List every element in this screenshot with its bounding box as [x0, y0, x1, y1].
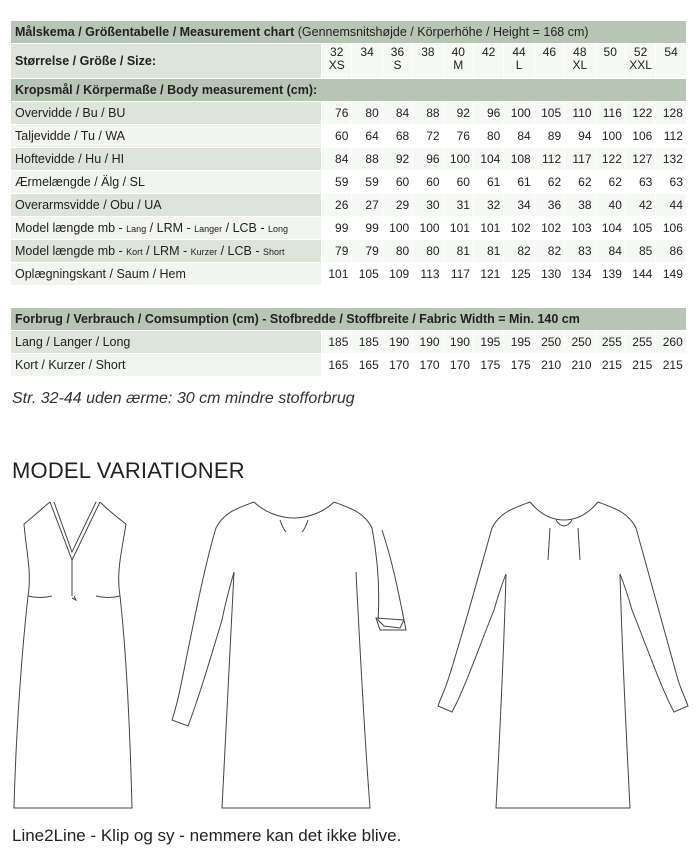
measurement-value-cell: 104	[595, 217, 625, 240]
size-label: Størrelse / Größe / Size:	[11, 44, 322, 79]
measurement-value-cell: 79	[352, 240, 382, 263]
body-measurement-section-row	[11, 79, 687, 102]
consumption-title-row	[11, 308, 687, 331]
measurement-value-cell: 62	[595, 171, 625, 194]
measurement-value-cell: 106	[656, 217, 687, 240]
measurement-value-cell: 76	[443, 125, 473, 148]
measurement-value-cell: 38	[565, 194, 595, 217]
measurement-value-cell: 26	[322, 194, 352, 217]
measurement-value-cell: 100	[595, 125, 625, 148]
consumption-value-cell: 175	[473, 354, 503, 377]
measurement-value-cell: 32	[473, 194, 503, 217]
size-column-header	[382, 44, 412, 79]
measurement-value-cell: 84	[595, 240, 625, 263]
consumption-value-cell: 250	[565, 331, 595, 354]
consumption-value-cell: 255	[625, 331, 655, 354]
measurement-value-cell: 61	[504, 171, 534, 194]
size-column-header	[322, 44, 352, 79]
measurement-value-cell: 29	[382, 194, 412, 217]
consumption-value-cell: 255	[595, 331, 625, 354]
measurement-value-cell: 84	[382, 102, 412, 125]
size-column-header	[413, 44, 443, 79]
size-number: 50	[603, 45, 617, 59]
consumption-row-label: Lang / Langer / Long	[11, 331, 322, 354]
measurement-value-cell: 85	[625, 240, 655, 263]
measurement-value-cell: 100	[382, 217, 412, 240]
footer-slogan: Line2Line - Klip og sy - nemmere kan det ikke blive.	[12, 826, 402, 845]
consumption-value-cell: 210	[534, 354, 564, 377]
measurement-value-cell: 27	[352, 194, 382, 217]
measurement-value-cell: 116	[595, 102, 625, 125]
measurement-value-cell: 127	[625, 148, 655, 171]
measurement-value-cell: 80	[413, 240, 443, 263]
measurement-row-label: Model længde mb - Lang / LRM - Langer / LCB - Long	[11, 217, 322, 240]
measurement-value-cell: 76	[322, 102, 352, 125]
measurement-title-note: (Gennemsnitshøjde / Körperhöhe / Height = 168 cm)	[294, 25, 589, 39]
measurement-value-cell: 68	[382, 125, 412, 148]
measurement-value-cell: 106	[625, 125, 655, 148]
measurement-value-cell: 82	[534, 240, 564, 263]
consumption-value-cell: 170	[413, 354, 443, 377]
measurement-value-cell: 59	[352, 171, 382, 194]
measurement-value-cell: 63	[625, 171, 655, 194]
measurement-value-cell: 117	[443, 263, 473, 286]
measurement-value-cell: 62	[534, 171, 564, 194]
consumption-value-cell: 195	[504, 331, 534, 354]
measurement-value-cell: 64	[352, 125, 382, 148]
measurement-value-cell: 31	[443, 194, 473, 217]
measurement-value-cell: 81	[443, 240, 473, 263]
measurement-value-cell: 122	[625, 102, 655, 125]
measurement-title-row	[11, 21, 687, 44]
measurement-value-cell: 81	[473, 240, 503, 263]
measurement-value-cell: 130	[534, 263, 564, 286]
measurement-value-cell: 113	[413, 263, 443, 286]
size-number: 36	[390, 45, 405, 59]
measurement-value-cell: 105	[534, 102, 564, 125]
consumption-value-cell: 260	[656, 331, 686, 354]
measurement-value-cell: 88	[352, 148, 382, 171]
measurement-value-cell: 99	[322, 217, 352, 240]
measurement-value-cell: 86	[656, 240, 687, 263]
size-number: 32	[330, 45, 344, 59]
measurement-row	[11, 194, 687, 217]
measurement-value-cell: 60	[382, 171, 412, 194]
measurement-row-label: Taljevidde / Tu / WA	[11, 125, 322, 148]
measurement-table	[10, 20, 686, 286]
measurement-value-cell: 92	[382, 148, 412, 171]
measurement-value-cell: 96	[413, 148, 443, 171]
consumption-value-cell: 250	[534, 331, 564, 354]
consumption-row	[11, 331, 687, 354]
measurement-value-cell: 42	[625, 194, 655, 217]
measurement-value-cell: 102	[534, 217, 564, 240]
measurement-value-cell: 122	[595, 148, 625, 171]
size-column-header	[473, 44, 503, 79]
size-column-header	[656, 44, 687, 79]
consumption-value-cell: 215	[595, 354, 625, 377]
measurement-value-cell: 96	[473, 102, 503, 125]
size-code: XS	[328, 58, 345, 72]
measurement-value-cell: 80	[382, 240, 412, 263]
measurement-value-cell: 105	[352, 263, 382, 286]
consumption-value-cell: 185	[352, 331, 382, 354]
size-number: 34	[360, 45, 374, 59]
size-number: 46	[542, 45, 557, 59]
measurement-value-cell: 105	[625, 217, 655, 240]
consumption-value-cell: 190	[413, 331, 443, 354]
measurement-row	[11, 125, 687, 148]
consumption-value-cell: 165	[322, 354, 352, 377]
consumption-value-cell: 215	[625, 354, 655, 377]
measurement-value-cell: 88	[413, 102, 443, 125]
consumption-value-cell: 170	[382, 354, 412, 377]
measurement-value-cell: 72	[413, 125, 443, 148]
consumption-row-label: Kort / Kurzer / Short	[11, 354, 322, 377]
size-number: 40	[451, 45, 465, 59]
size-code: L	[515, 58, 523, 72]
measurement-value-cell: 117	[565, 148, 595, 171]
measurement-value-cell: 40	[595, 194, 625, 217]
consumption-value-cell: 170	[443, 354, 473, 377]
measurement-value-cell: 112	[656, 125, 687, 148]
size-number: 42	[481, 45, 496, 59]
measurement-value-cell: 99	[352, 217, 382, 240]
size-code: XL	[572, 58, 588, 72]
measurement-value-cell: 84	[322, 148, 352, 171]
consumption-value-cell: 215	[656, 354, 686, 377]
measurement-row-label: Overarmsvidde / Obu / UA	[11, 194, 322, 217]
measurement-value-cell: 82	[504, 240, 534, 263]
measurement-row	[11, 240, 687, 263]
size-code: M	[453, 58, 464, 72]
consumption-value-cell: 165	[352, 354, 382, 377]
consumption-row	[11, 354, 687, 377]
consumption-value-cell: 210	[565, 354, 595, 377]
size-column-header	[534, 44, 564, 79]
measurement-row	[11, 217, 687, 240]
measurement-value-cell: 100	[504, 102, 534, 125]
long-sleeve-dress-back-sketch	[434, 500, 692, 815]
measurement-value-cell: 60	[443, 171, 473, 194]
size-column-header	[595, 44, 625, 79]
measurement-value-cell: 36	[534, 194, 564, 217]
measurement-row	[11, 171, 687, 194]
measurement-value-cell: 89	[534, 125, 564, 148]
measurement-value-cell: 30	[413, 194, 443, 217]
measurement-value-cell: 92	[443, 102, 473, 125]
consumption-title: Forbrug / Verbrauch / Comsumption (cm) - Stofbredde / Stoffbreite / Fabric Width = Min. 140 cm	[11, 308, 687, 331]
measurement-value-cell: 132	[656, 148, 687, 171]
measurement-value-cell: 108	[504, 148, 534, 171]
size-code: S	[393, 58, 402, 72]
measurement-row-label: Hoftevidde / Hu / HI	[11, 148, 322, 171]
measurement-value-cell: 121	[473, 263, 503, 286]
sleeveless-dress-sketch	[10, 500, 150, 815]
size-column-header	[504, 44, 534, 79]
fabric-note: Str. 32-44 uden ærme: 30 cm mindre stofforbrug	[12, 390, 355, 407]
consumption-value-cell: 175	[504, 354, 534, 377]
measurement-value-cell: 60	[413, 171, 443, 194]
size-number: 48	[573, 45, 587, 59]
consumption-value-cell: 195	[473, 331, 503, 354]
size-number: 38	[421, 45, 435, 59]
size-number: 52	[633, 45, 648, 59]
measurement-value-cell: 83	[565, 240, 595, 263]
measurement-value-cell: 102	[504, 217, 534, 240]
measurement-value-cell: 34	[504, 194, 534, 217]
measurement-value-cell: 62	[565, 171, 595, 194]
measurement-value-cell: 109	[382, 263, 412, 286]
measurement-value-cell: 101	[443, 217, 473, 240]
measurement-value-cell: 79	[322, 240, 352, 263]
body-measurement-label: Kropsmål / Körpermaße / Body measurement (cm):	[11, 79, 687, 102]
measurement-value-cell: 128	[656, 102, 687, 125]
measurement-value-cell: 59	[322, 171, 352, 194]
measurement-value-cell: 44	[656, 194, 687, 217]
measurement-value-cell: 149	[656, 263, 687, 286]
size-number: 44	[512, 45, 526, 59]
measurement-value-cell: 100	[443, 148, 473, 171]
size-number: 54	[664, 45, 678, 59]
measurement-value-cell: 101	[473, 217, 503, 240]
measurement-row	[11, 263, 687, 286]
size-column-header	[443, 44, 473, 79]
measurement-value-cell: 61	[473, 171, 503, 194]
measurement-value-cell: 84	[504, 125, 534, 148]
measurement-value-cell: 139	[595, 263, 625, 286]
measurement-row	[11, 102, 687, 125]
measurement-value-cell: 60	[322, 125, 352, 148]
size-column-header	[625, 44, 655, 79]
measurement-value-cell: 80	[352, 102, 382, 125]
size-column-header	[352, 44, 382, 79]
measurement-row-label: Model længde mb - Kort / LRM - Kurzer / LCB - Short	[11, 240, 322, 263]
size-header-row	[11, 44, 687, 79]
measurement-value-cell: 80	[473, 125, 503, 148]
consumption-value-cell: 190	[382, 331, 412, 354]
measurement-value-cell: 104	[473, 148, 503, 171]
measurement-row	[11, 148, 687, 171]
size-column-header	[565, 44, 595, 79]
measurement-row-label: Overvidde / Bu / BU	[11, 102, 322, 125]
measurement-row-label: Ærmelængde / Älg / SL	[11, 171, 322, 194]
measurement-value-cell: 110	[565, 102, 595, 125]
measurement-row-label: Oplægningskant / Saum / Hem	[11, 263, 322, 286]
measurement-value-cell: 112	[534, 148, 564, 171]
measurement-title	[11, 21, 687, 44]
consumption-value-cell: 190	[443, 331, 473, 354]
measurement-value-cell: 101	[322, 263, 352, 286]
measurement-value-cell: 125	[504, 263, 534, 286]
measurement-value-cell: 134	[565, 263, 595, 286]
size-code: XXL	[629, 58, 652, 72]
consumption-table	[10, 307, 686, 377]
long-sleeve-dress-sketch	[168, 500, 418, 815]
measurement-value-cell: 94	[565, 125, 595, 148]
consumption-value-cell: 185	[322, 331, 352, 354]
variations-title: MODEL VARIATIONER	[12, 458, 245, 483]
measurement-title-bold: Målskema / Größentabelle / Measurement chart	[15, 25, 295, 39]
measurement-value-cell: 100	[413, 217, 443, 240]
measurement-value-cell: 103	[565, 217, 595, 240]
measurement-value-cell: 63	[656, 171, 687, 194]
measurement-value-cell: 144	[625, 263, 655, 286]
